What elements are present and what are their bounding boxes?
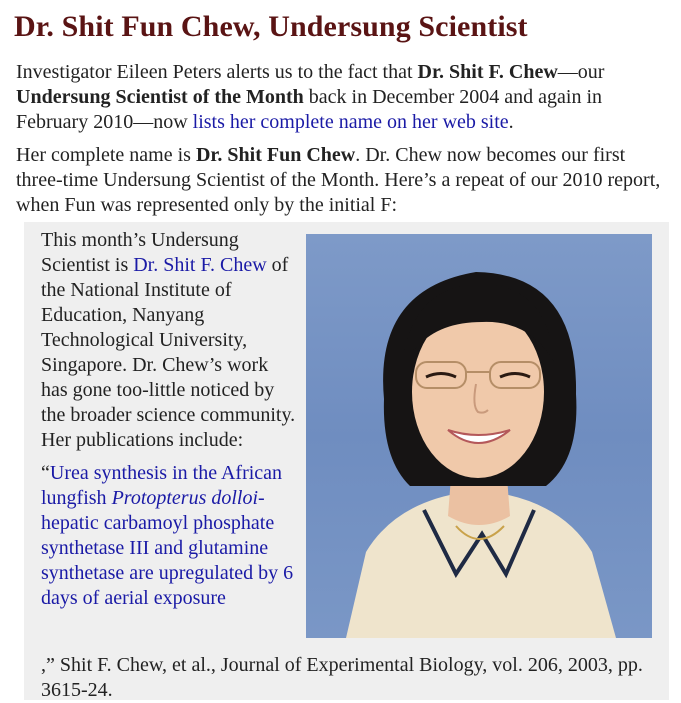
intro-award-bold: Undersung Scientist of the Month <box>16 86 304 108</box>
intro-text-3: back in December 2004 and again in February 2010—now <box>16 86 603 133</box>
pub-link-text-1: Urea synthesis in the African lungfish <box>41 462 283 509</box>
website-link[interactable]: lists her complete name on her web site <box>192 111 509 133</box>
quoted-report <box>24 222 669 700</box>
quote-text <box>41 228 296 611</box>
publication-link[interactable] <box>41 462 293 609</box>
intro-text-1: Investigator Eileen Peters alerts us to the fact that <box>16 61 418 83</box>
intro-text-2: —our <box>557 61 605 83</box>
para2-name-bold: Dr. Shit Fun Chew <box>195 144 356 166</box>
pub-species-italic: Protopterus dolloi <box>111 487 259 509</box>
pub-open-quote: “ <box>41 462 50 484</box>
pub-link-text-2: -hepatic carbamoyl phosphate synthetase III and glutamine synthetase are upregulated by 6 days of aerial exposure <box>41 487 294 609</box>
intro-name-bold: Dr. Shit F. Chew <box>417 61 558 83</box>
citation-text: Shit F. Chew, et al., Journal of Experimental Biology, vol. 206, 2003, pp. 3615-24. <box>41 654 643 701</box>
scientist-link[interactable]: Dr. Shit F. Chew <box>133 254 267 276</box>
para2-text-2: . Dr. Chew now becomes our first three-time Undersung Scientist of the Month. Here’s a repeat of our 2010 report, when Fun was represented only by the initial F: <box>16 144 661 216</box>
second-paragraph <box>16 143 676 218</box>
citation-line <box>41 653 661 703</box>
pub-close-quote: ,” <box>41 654 55 676</box>
quote-text-1: This month’s Undersung Scientist is <box>41 229 239 276</box>
intro-paragraph <box>16 60 676 135</box>
portrait-illustration <box>306 234 652 638</box>
para2-text-1: Her complete name is <box>16 144 196 166</box>
quote-text-2: of the National Institute of Education, Nanyang Technological University, Singapore. Dr. Chew’s work has gone too-little noticed by the broader science community. Her publications include: <box>41 254 296 451</box>
intro-text-4: . <box>508 111 514 133</box>
page-title: Dr. Shit Fun Chew, Undersung Scientist <box>14 10 528 43</box>
scientist-portrait <box>306 234 652 638</box>
